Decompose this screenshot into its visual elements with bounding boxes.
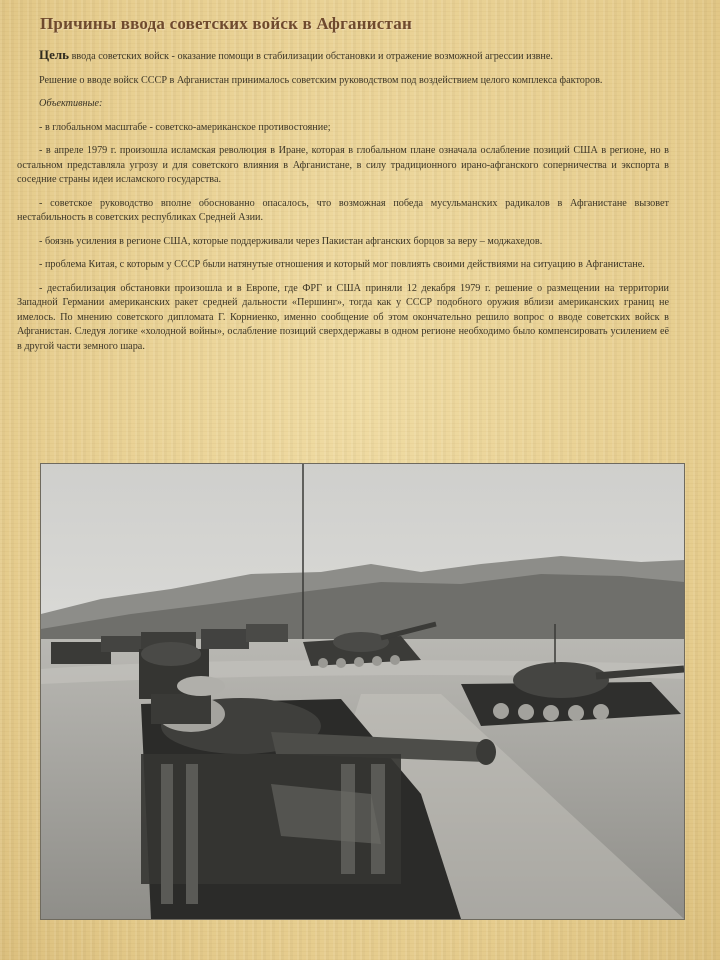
list-item: - боязнь усиления в регионе США, которые поддерживали через Пакистан афганских борцов за веру – моджахедов.: [39, 235, 543, 247]
list-item: - в апреле 1979 г. произошла исламская революция в Иране, которая в глобальном плане означала ослабление позиций США в регионе, но в остальном представляла угрозу и для советского влияния в Афганистане, в силу традиционного ирано-афганского соперничества и экспорта в соседние страны идеи исламского государства.: [17, 145, 669, 185]
goal-paragraph: [17, 48, 669, 65]
photo-illustration: [41, 464, 684, 919]
goal-text: ввода советских войск - оказание помощи в стабилизации обстановки и отражение возможной агрессии извне.: [69, 51, 553, 62]
list-item: - в глобальном масштабе - советско-американское противостояние;: [39, 121, 331, 133]
list-item: - советское руководство вполне обоснованно опасалось, что возможная победа мусульманских радикалов в Афганистане вызовет нестабильность в советских республиках Средней Азии.: [17, 197, 669, 223]
intro-paragraph: Решение о вводе войск СССР в Афганистан принималось советским руководством под воздействием целого комплекса факторов.: [39, 74, 603, 86]
page-title: Причины ввода советских войск в Афганистан: [40, 14, 412, 33]
list-item: - дестабилизация обстановки произошла и в Европе, где ФРГ и США приняли 12 декабря 1979 г. решение о размещении на территории Западной Германии американских ракет средней дальности «Першинг», тогда как у СССР подобного оружия вблизи американских границ не имелось. По мнению советского дипломата Г. Корниенко, именно сообщение об этом окончательно решило вопрос о вводе советских войск в Афганистан. Следуя логике «холодной войны», ослабление позиций сверхдержавы в одном регионе необходимо было компенсировать усилением её в другой части земного шара.: [17, 282, 669, 352]
tank-column-photo: [41, 464, 684, 919]
goal-label: Цель: [39, 47, 70, 62]
list-item: - проблема Китая, с которым у СССР были натянутые отношения и который мог повлиять своими действиями на ситуацию в Афганистане.: [39, 259, 645, 270]
objective-heading: Объективные:: [39, 98, 103, 109]
document-body: [17, 48, 669, 363]
